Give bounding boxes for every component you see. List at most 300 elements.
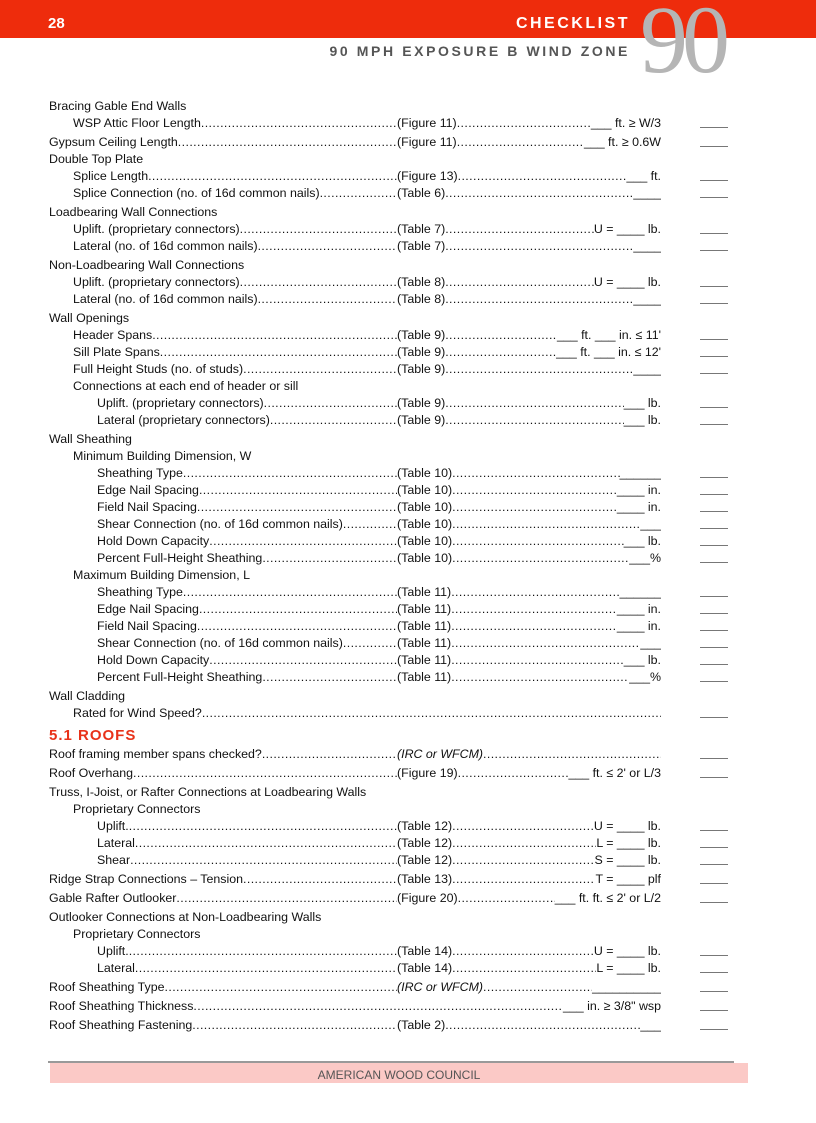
item-value-blank[interactable]: ___% (629, 670, 661, 684)
item-reference: (Table 11) (397, 636, 452, 650)
dot-leader (176, 890, 397, 907)
check-blank[interactable] (700, 327, 728, 340)
item-label: Splice Length (73, 169, 149, 183)
check-blank[interactable] (700, 395, 728, 408)
dot-leader (240, 221, 397, 238)
item-reference: (Figure 20) (397, 891, 458, 905)
item-reference-cell (397, 134, 661, 151)
check-blank[interactable] (700, 168, 728, 181)
dot-leader (445, 327, 557, 344)
item-value-blank[interactable]: ____ in. (616, 619, 661, 633)
check-blank[interactable] (700, 746, 728, 759)
item-label-cell (49, 890, 397, 907)
item-label: Edge Nail Spacing (97, 602, 199, 616)
item-label: Roof framing member spans checked? (49, 747, 262, 761)
dot-leader (445, 238, 633, 255)
item-label-cell (49, 221, 397, 238)
item-value-blank[interactable]: ____ (633, 292, 661, 306)
item-label-cell (49, 431, 397, 448)
item-label-cell (49, 448, 397, 465)
check-blank[interactable] (700, 465, 728, 478)
item-label-cell (49, 801, 397, 818)
page-subtitle: 90 MPH EXPOSURE B WIND ZONE (329, 43, 630, 59)
item-reference: (Table 8) (397, 275, 446, 289)
dot-leader (445, 412, 624, 429)
check-blank[interactable] (700, 533, 728, 546)
checklist-item (49, 533, 739, 550)
item-reference-cell (397, 835, 661, 852)
item-label: Loadbearing Wall Connections (49, 205, 218, 219)
item-value-blank[interactable]: S = ____ lb. (594, 853, 661, 867)
dot-leader (452, 871, 595, 888)
item-label-cell (49, 550, 397, 567)
item-label-cell (49, 652, 397, 669)
item-label: Gypsum Ceiling Length (49, 135, 178, 149)
dot-leader (451, 584, 619, 601)
check-blank[interactable] (700, 134, 728, 147)
checklist-item (49, 746, 739, 763)
item-reference-cell (397, 412, 661, 429)
item-value-blank[interactable]: U = ____ lb. (593, 944, 661, 958)
item-value-blank[interactable]: U = ____ lb. (593, 275, 661, 289)
checklist-heading (49, 688, 739, 705)
check-blank[interactable] (700, 852, 728, 865)
item-label: Rated for Wind Speed? (73, 706, 202, 720)
checklist-item (49, 635, 739, 652)
item-value-blank[interactable]: ___ ft. ≤ 2' or L/3 (568, 766, 661, 780)
item-reference-cell (397, 1017, 661, 1034)
checklist-item (49, 998, 739, 1015)
item-reference-cell (397, 499, 661, 516)
item-label: Bracing Gable End Walls (49, 99, 187, 113)
item-label-cell (49, 635, 397, 652)
wind-zone-number: 90 (640, 0, 724, 93)
item-label: Edge Nail Spacing (97, 483, 199, 497)
item-label-cell (49, 168, 397, 185)
item-label: Shear (97, 853, 131, 867)
check-blank[interactable] (700, 221, 728, 234)
checklist-item (49, 134, 739, 151)
check-blank[interactable] (700, 291, 728, 304)
checklist-item (49, 499, 739, 516)
item-value-blank[interactable]: ___ ft. ___ in. ≤ 12' (556, 345, 661, 359)
item-reference-cell (397, 746, 661, 763)
checklist-item (49, 871, 739, 888)
section-title: CHECKLIST (515, 15, 630, 32)
dot-leader (135, 960, 397, 977)
item-reference: (Table 14) (397, 961, 453, 975)
dot-leader (452, 533, 624, 550)
item-value-blank[interactable]: ____ (633, 362, 661, 376)
item-label-cell (49, 395, 397, 412)
item-label: Connections at each end of header or sill (73, 379, 299, 393)
dot-leader (483, 746, 661, 763)
item-label-cell (49, 979, 397, 996)
item-label: Lateral (no. of 16d common nails) (73, 239, 258, 253)
item-value-blank[interactable]: __________ (592, 980, 661, 994)
item-label-cell (49, 688, 397, 705)
dot-leader (258, 238, 397, 255)
dot-leader (152, 327, 397, 344)
item-reference-cell (397, 516, 661, 533)
checklist-item (49, 412, 739, 429)
item-reference-cell (397, 765, 661, 782)
item-reference: (Table 10) (397, 466, 453, 480)
dot-leader (451, 669, 629, 686)
item-value-blank[interactable]: ___ lb. (623, 534, 661, 548)
item-reference: (Table 10) (397, 517, 453, 531)
item-label-cell (49, 274, 397, 291)
dot-leader (452, 960, 596, 977)
item-value-blank[interactable]: ___ (640, 636, 661, 650)
checklist-item (49, 943, 739, 960)
dot-leader (445, 344, 556, 361)
checklist-item (49, 669, 739, 686)
dot-leader (270, 412, 397, 429)
dot-leader (343, 516, 397, 533)
dot-leader (343, 635, 397, 652)
dot-leader (148, 168, 397, 185)
item-value-blank[interactable]: ______ (619, 466, 661, 480)
item-reference-cell (397, 221, 661, 238)
check-blank[interactable] (700, 601, 728, 614)
item-value-blank[interactable]: ___ ft. (626, 169, 661, 183)
checklist-item (49, 291, 739, 308)
dot-leader (452, 516, 640, 533)
item-label: Truss, I-Joist, or Rafter Connections at Loadbearing Walls (49, 785, 367, 799)
item-label: Uplift. (proprietary connectors) (97, 396, 264, 410)
item-label: Proprietary Connectors (73, 927, 201, 941)
checklist-item (49, 168, 739, 185)
item-reference: (Figure 13) (397, 169, 458, 183)
item-value-blank[interactable]: ___% (629, 551, 661, 565)
checklist-item (49, 852, 739, 869)
check-blank[interactable] (700, 482, 728, 495)
item-label-cell (49, 871, 397, 888)
item-label: Sheathing Type (97, 585, 183, 599)
item-value-blank[interactable]: T = ____ plf (595, 872, 661, 886)
dot-leader (183, 584, 397, 601)
checklist-heading (49, 151, 739, 168)
item-reference-cell (397, 669, 661, 686)
dot-leader (129, 943, 397, 960)
item-reference-cell (397, 344, 661, 361)
item-value-blank[interactable]: ___ lb. (623, 396, 661, 410)
item-reference: (Table 12) (397, 853, 453, 867)
item-reference: (Figure 11) (397, 135, 457, 149)
item-reference-cell (397, 185, 661, 202)
dot-leader (458, 168, 627, 185)
item-label-cell (49, 584, 397, 601)
item-label-cell (49, 257, 397, 274)
item-label-cell (49, 926, 397, 943)
checklist-item (49, 361, 739, 378)
item-reference-cell (397, 533, 661, 550)
item-label: Full Height Studs (no. of studs) (73, 362, 244, 376)
checklist-heading (49, 257, 739, 274)
item-value-blank[interactable]: ___ lb. (623, 413, 661, 427)
check-blank[interactable] (700, 998, 728, 1011)
dot-leader (209, 652, 397, 669)
item-label: WSP Attic Floor Length (73, 116, 201, 130)
check-blank[interactable] (700, 584, 728, 597)
checklist-item (49, 482, 739, 499)
check-blank[interactable] (700, 516, 728, 529)
check-blank[interactable] (700, 361, 728, 374)
check-blank[interactable] (700, 344, 728, 357)
item-reference-cell (397, 238, 661, 255)
item-label: Uplift. (proprietary connectors) (73, 275, 240, 289)
check-blank[interactable] (700, 185, 728, 198)
item-reference-cell (397, 361, 661, 378)
dot-leader (199, 482, 397, 499)
dot-leader (262, 550, 397, 567)
dot-leader (165, 979, 397, 996)
check-blank[interactable] (700, 979, 728, 992)
item-label: Lateral (no. of 16d common nails) (73, 292, 258, 306)
dot-leader (445, 291, 633, 308)
item-label-cell (49, 185, 397, 202)
item-label-cell (49, 998, 661, 1015)
check-blank[interactable] (700, 115, 728, 128)
item-label: Field Nail Spacing (97, 619, 197, 633)
dot-leader (243, 361, 397, 378)
check-blank[interactable] (700, 669, 728, 682)
item-label: Lateral (proprietary connectors) (97, 413, 270, 427)
check-blank[interactable] (700, 765, 728, 778)
item-label-cell (49, 705, 661, 722)
check-blank[interactable] (700, 618, 728, 631)
check-blank[interactable] (700, 1017, 728, 1030)
item-reference: (Table 12) (397, 819, 453, 833)
item-reference-cell (397, 115, 661, 132)
checklist-heading (49, 98, 739, 115)
item-label-cell (49, 852, 397, 869)
item-value-blank[interactable]: ___ ft. ≥ 0.6W (583, 135, 661, 149)
item-label: Hold Down Capacity (97, 534, 210, 548)
checklist-item (49, 274, 739, 291)
item-label-cell (49, 835, 397, 852)
dot-leader (183, 465, 397, 482)
checklist-heading (49, 204, 739, 221)
dot-leader (452, 943, 594, 960)
item-reference: (Table 11) (397, 602, 452, 616)
item-label-cell (49, 1017, 397, 1034)
item-label: Uplift. (97, 944, 129, 958)
item-reference-cell (397, 652, 661, 669)
dot-leader (197, 618, 397, 635)
checklist-item (49, 835, 739, 852)
check-blank[interactable] (700, 871, 728, 884)
item-reference-cell (397, 979, 661, 996)
item-value-blank[interactable]: ____ (633, 239, 661, 253)
item-label: Uplift. (proprietary connectors) (73, 222, 240, 236)
checklist-item (49, 1017, 739, 1034)
item-label: Wall Cladding (49, 689, 125, 703)
dot-leader (243, 871, 397, 888)
dot-leader (452, 852, 594, 869)
item-label-cell (49, 746, 397, 763)
item-label-cell (49, 669, 397, 686)
item-label: Hold Down Capacity (97, 653, 210, 667)
item-label: Splice Connection (no. of 16d common nails) (73, 186, 320, 200)
dot-leader (197, 499, 397, 516)
item-label-cell (49, 412, 397, 429)
item-value-blank[interactable]: ___ lb. (623, 653, 661, 667)
item-value-blank[interactable]: ____ in. (616, 483, 661, 497)
item-value-blank[interactable]: ___ ft. ft. ≤ 2' or L/2 (554, 891, 661, 905)
dot-leader (160, 344, 397, 361)
checklist-item (49, 327, 739, 344)
item-value-blank[interactable]: U = ____ lb. (593, 222, 661, 236)
dot-leader (193, 998, 563, 1015)
dot-leader (320, 185, 397, 202)
page-number: 28 (48, 15, 65, 32)
item-value-blank[interactable]: L = ____ lb. (596, 961, 661, 975)
item-label: Header Spans (73, 328, 153, 342)
check-blank[interactable] (700, 635, 728, 648)
item-reference: (Table 10) (397, 551, 453, 565)
item-label-cell (49, 310, 397, 327)
checklist-item (49, 395, 739, 412)
item-value-blank[interactable]: ___ (640, 517, 661, 531)
check-blank[interactable] (700, 890, 728, 903)
dot-leader (133, 765, 397, 782)
dot-leader (452, 835, 596, 852)
dot-leader (451, 618, 617, 635)
item-label: Outlooker Connections at Non-Loadbearing Walls (49, 910, 322, 924)
item-reference: (Table 9) (397, 328, 446, 342)
item-label: Shear Connection (no. of 16d common nails) (97, 517, 343, 531)
item-reference-cell (397, 635, 661, 652)
dot-leader (445, 395, 624, 412)
dot-leader (178, 134, 397, 151)
checklist-item (49, 705, 739, 722)
item-reference: (Table 13) (397, 872, 453, 886)
footer: AMERICAN WOOD COUNCIL (50, 1063, 748, 1083)
dot-leader (457, 134, 584, 151)
item-label-cell (49, 818, 397, 835)
item-reference-cell (397, 395, 661, 412)
check-blank[interactable] (700, 550, 728, 563)
item-label: Sheathing Type (97, 466, 183, 480)
checklist-item (49, 601, 739, 618)
item-value-blank[interactable]: U = ____ lb. (593, 819, 661, 833)
item-reference: (Table 10) (397, 534, 453, 548)
checklist-heading (49, 567, 739, 584)
item-value-blank[interactable]: ___ (640, 1018, 661, 1032)
item-reference-cell (397, 618, 661, 635)
item-reference-cell (397, 274, 661, 291)
item-reference: (Table 11) (397, 653, 452, 667)
roofs-heading: 5.1 ROOFS (49, 727, 137, 744)
item-label: Roof Overhang (49, 766, 134, 780)
dot-leader (445, 361, 633, 378)
dot-leader (452, 482, 617, 499)
checklist-heading (49, 378, 739, 395)
item-reference-cell (397, 327, 661, 344)
item-label: Maximum Building Dimension, L (73, 568, 250, 582)
item-label: Non-Loadbearing Wall Connections (49, 258, 245, 272)
item-reference: (Table 9) (397, 345, 446, 359)
item-label-cell (49, 238, 397, 255)
item-value-blank[interactable]: ___ ft. ___ in. ≤ 11' (556, 328, 661, 342)
item-value-blank[interactable]: L = ____ lb. (596, 836, 661, 850)
dot-leader (199, 601, 397, 618)
item-reference-cell (397, 291, 661, 308)
checklist-heading (49, 310, 739, 327)
dot-leader (458, 890, 555, 907)
check-blank[interactable] (700, 499, 728, 512)
item-reference: (Table 11) (397, 619, 452, 633)
item-label-cell (49, 567, 397, 584)
check-blank[interactable] (700, 412, 728, 425)
item-label: Gable Rafter Outlooker (49, 891, 177, 905)
item-value-blank[interactable]: ____ in. (616, 500, 661, 514)
item-value-blank[interactable]: ______ (619, 585, 661, 599)
checklist-item (49, 115, 739, 132)
item-value-blank[interactable]: ___ in. ≥ 3/8" wsp (563, 999, 661, 1013)
dot-leader (458, 765, 569, 782)
dot-leader (452, 550, 629, 567)
dot-leader (445, 1017, 640, 1034)
checklist-item (49, 618, 739, 635)
dot-leader (457, 115, 591, 132)
item-value-blank[interactable]: ____ (633, 186, 661, 200)
check-blank[interactable] (700, 238, 728, 251)
dot-leader (130, 852, 397, 869)
item-label-cell (49, 378, 397, 395)
check-blank[interactable] (700, 818, 728, 831)
item-reference: (Table 9) (397, 413, 446, 427)
wall-checklist (49, 98, 739, 722)
item-label-cell (49, 204, 397, 221)
checklist-item (49, 584, 739, 601)
item-reference: (Table 6) (397, 186, 446, 200)
checklist-item (49, 238, 739, 255)
check-blank[interactable] (700, 835, 728, 848)
check-blank[interactable] (700, 705, 728, 718)
item-value-blank[interactable]: ____ in. (616, 602, 661, 616)
dot-leader (264, 395, 397, 412)
item-reference: (Table 9) (397, 396, 446, 410)
item-reference: (Table 7) (397, 222, 446, 236)
item-label: Sill Plate Spans (73, 345, 160, 359)
check-blank[interactable] (700, 943, 728, 956)
item-label-cell (49, 151, 397, 168)
item-label-cell (49, 499, 397, 516)
item-label: Roof Sheathing Fastening (49, 1018, 193, 1032)
item-label-cell (49, 960, 397, 977)
item-label: Proprietary Connectors (73, 802, 201, 816)
item-label-cell (49, 943, 397, 960)
checklist-item (49, 550, 739, 567)
checklist-heading (49, 909, 739, 926)
checklist-item (49, 979, 739, 996)
item-value-blank[interactable]: ___ ft. ≥ W/3 (590, 116, 661, 130)
item-label: Minimum Building Dimension, W (73, 449, 252, 463)
item-label: Field Nail Spacing (97, 500, 197, 514)
check-blank[interactable] (700, 652, 728, 665)
dot-leader (192, 1017, 397, 1034)
checklist-item (49, 221, 739, 238)
check-blank[interactable] (700, 960, 728, 973)
check-blank[interactable] (700, 274, 728, 287)
item-reference-cell (397, 168, 661, 185)
item-label: Double Top Plate (49, 152, 144, 166)
item-reference: (Figure 11) (397, 116, 457, 130)
item-reference-cell (397, 818, 661, 835)
